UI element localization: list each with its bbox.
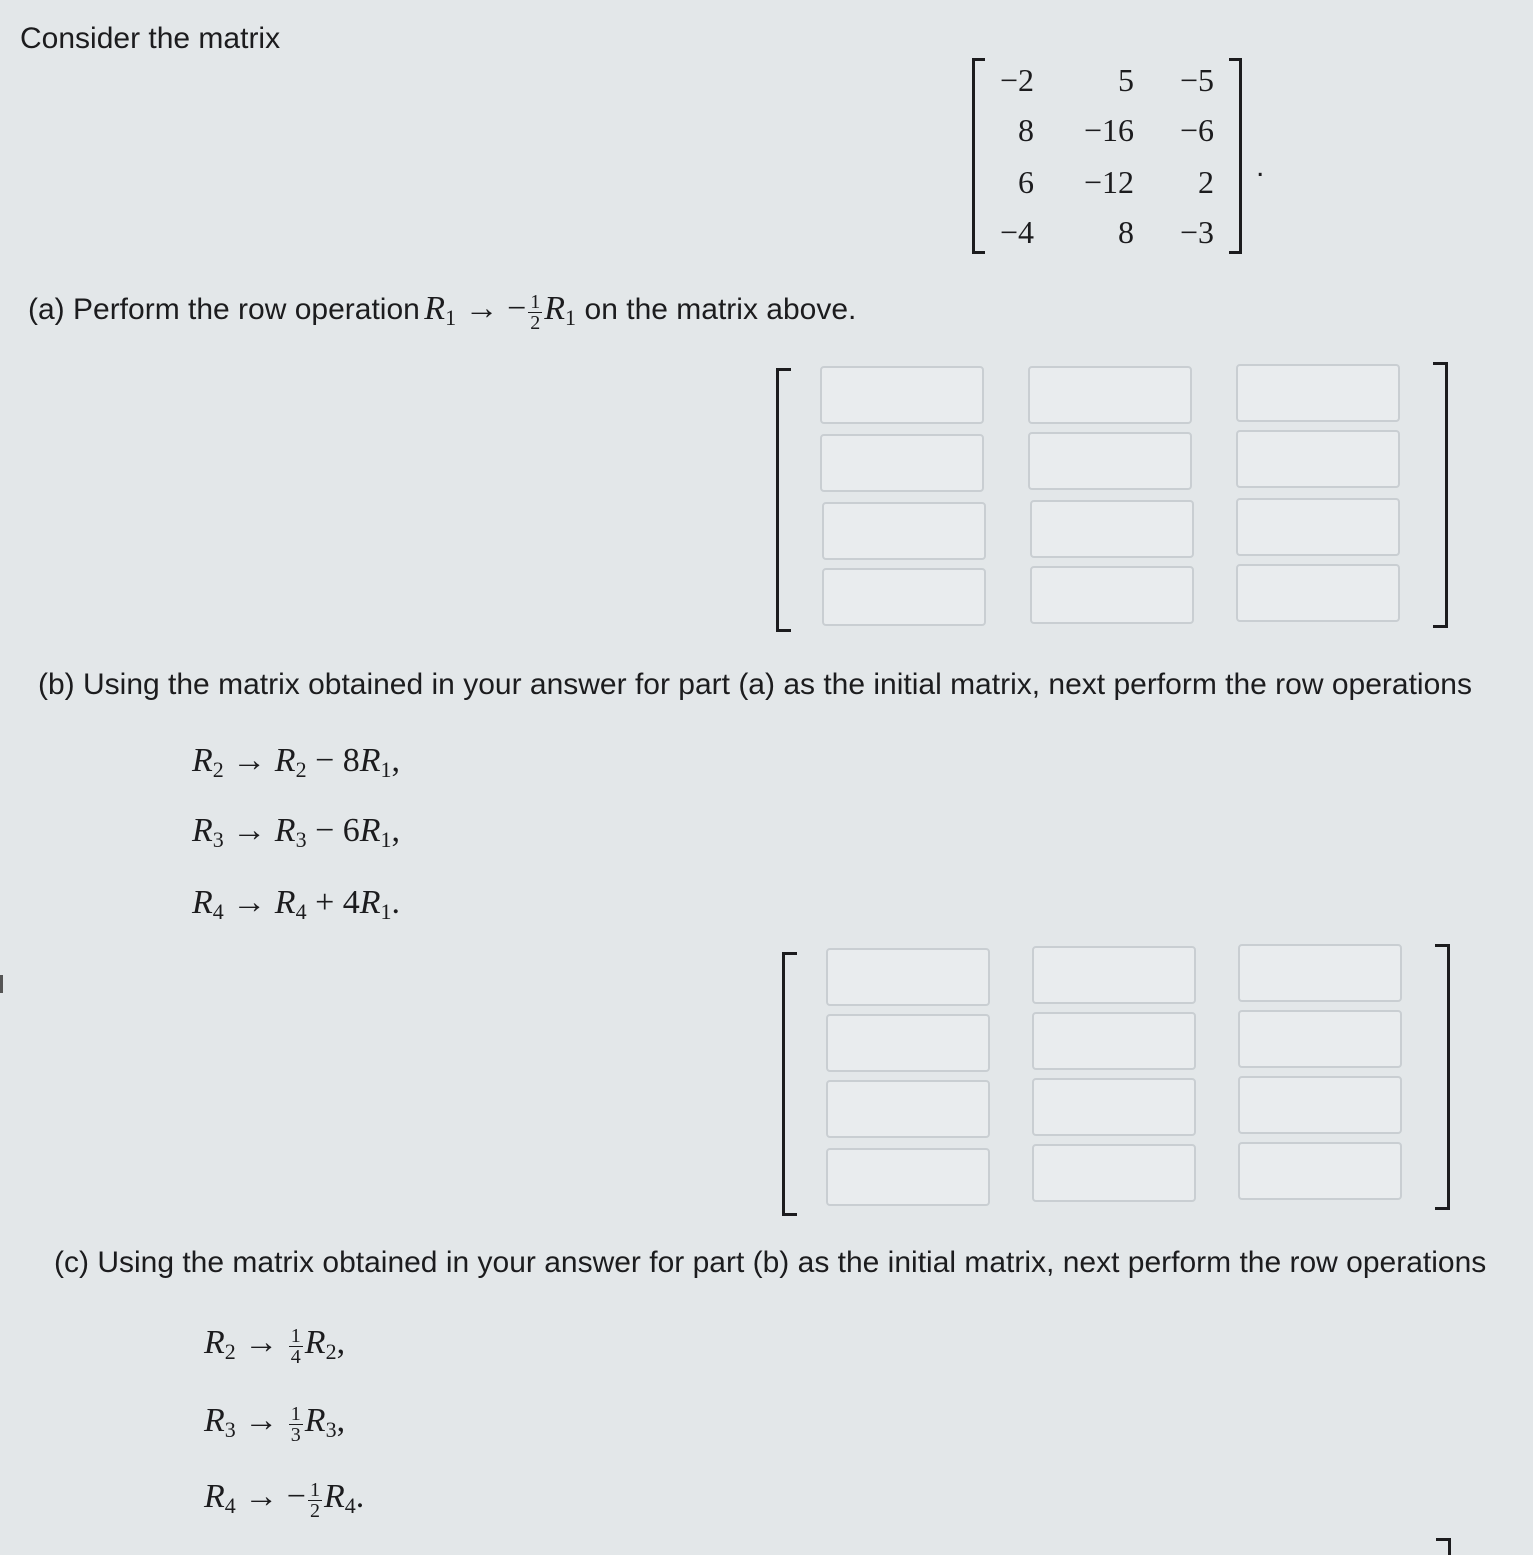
answer-a-cell-r4c2[interactable] xyxy=(1030,566,1194,624)
matrix-entry: −4 xyxy=(999,214,1034,250)
answer-left-bracket xyxy=(782,952,797,1216)
answer-right-bracket xyxy=(1435,944,1450,1210)
part-b-op-1: $R_2 \to R_2 - 8R_1$, xyxy=(192,742,401,782)
page-edge-marker xyxy=(0,975,9,993)
matrix-entry: 5 xyxy=(1118,62,1134,98)
answer-b-cell-r2c3[interactable] xyxy=(1238,1010,1402,1068)
part-c-op-1: $R_2$ → $\frac{1}{4}$ $R_2$, xyxy=(204,1324,346,1368)
answer-a-cell-r1c1[interactable] xyxy=(820,366,984,424)
answer-a-cell-r2c2[interactable] xyxy=(1028,432,1192,490)
matrix-entry: 2 xyxy=(1198,164,1214,200)
matrix-entry: −12 xyxy=(1083,164,1134,200)
answer-a-cell-r3c2[interactable] xyxy=(1030,500,1194,558)
part-c-op-2: $R_3$ → $\frac{1}{3}$ $R_3$, xyxy=(204,1402,346,1446)
part-c-op-3: $R_4$ → − $\frac{1}{2}$ $R_4$. xyxy=(204,1478,365,1522)
part-a-suffix: on the matrix above. xyxy=(584,293,857,326)
part-b-prompt: (b) Using the matrix obtained in your answer for part (a) as the initial matrix, next perform the row operations xyxy=(38,668,1472,701)
part-b-op-3: $R_4 \to R_4 + 4R_1$. xyxy=(192,884,401,924)
matrix-entry: 6 xyxy=(1018,164,1034,200)
answer-matrix-a xyxy=(776,362,1448,630)
answer-a-cell-r3c1[interactable] xyxy=(822,502,986,560)
answer-right-bracket xyxy=(1433,362,1448,628)
matrix-entry: 8 xyxy=(1018,112,1034,148)
matrix-entry: −6 xyxy=(1179,112,1214,148)
answer-b-cell-r1c3[interactable] xyxy=(1238,944,1402,1002)
answer-a-cell-r4c1[interactable] xyxy=(822,568,986,626)
matrix-right-bracket xyxy=(1229,58,1242,254)
intro-text: Consider the matrix xyxy=(20,22,281,55)
matrix-entry: 8 xyxy=(1118,214,1134,250)
answer-right-bracket xyxy=(1436,1538,1451,1555)
answer-a-cell-r2c1[interactable] xyxy=(820,434,984,492)
given-matrix xyxy=(972,58,1242,254)
answer-matrix-b xyxy=(782,944,1450,1212)
part-a-operation: $R_1$ → − $\frac{1}{2}$ $R_1$ xyxy=(424,290,577,334)
answer-left-bracket xyxy=(776,368,791,632)
answer-b-cell-r1c1[interactable] xyxy=(826,948,990,1006)
part-a-prompt xyxy=(28,290,856,333)
answer-b-cell-r3c3[interactable] xyxy=(1238,1076,1402,1134)
answer-a-cell-r4c3[interactable] xyxy=(1236,564,1400,622)
answer-b-cell-r2c2[interactable] xyxy=(1032,1012,1196,1070)
answer-a-cell-r1c2[interactable] xyxy=(1028,366,1192,424)
answer-b-cell-r3c2[interactable] xyxy=(1032,1078,1196,1136)
answer-a-cell-r1c3[interactable] xyxy=(1236,364,1400,422)
matrix-entry: −5 xyxy=(1179,62,1214,98)
answer-b-cell-r4c2[interactable] xyxy=(1032,1144,1196,1202)
matrix-entry: −3 xyxy=(1179,214,1214,250)
part-b-op-2: $R_3 \to R_3 - 6R_1$, xyxy=(192,812,401,852)
answer-b-cell-r1c2[interactable] xyxy=(1032,946,1196,1004)
answer-a-cell-r2c3[interactable] xyxy=(1236,430,1400,488)
matrix-entry: −16 xyxy=(1083,112,1134,148)
answer-a-cell-r3c3[interactable] xyxy=(1236,498,1400,556)
part-a-prefix: (a) Perform the row operation xyxy=(28,293,420,326)
matrix-period: . xyxy=(1256,150,1265,183)
answer-b-cell-r3c1[interactable] xyxy=(826,1080,990,1138)
answer-b-cell-r2c1[interactable] xyxy=(826,1014,990,1072)
matrix-entry: −2 xyxy=(999,62,1034,98)
answer-b-cell-r4c3[interactable] xyxy=(1238,1142,1402,1200)
part-c-prompt: (c) Using the matrix obtained in your answer for part (b) as the initial matrix, next perform the row operations xyxy=(54,1246,1487,1279)
answer-b-cell-r4c1[interactable] xyxy=(826,1148,990,1206)
